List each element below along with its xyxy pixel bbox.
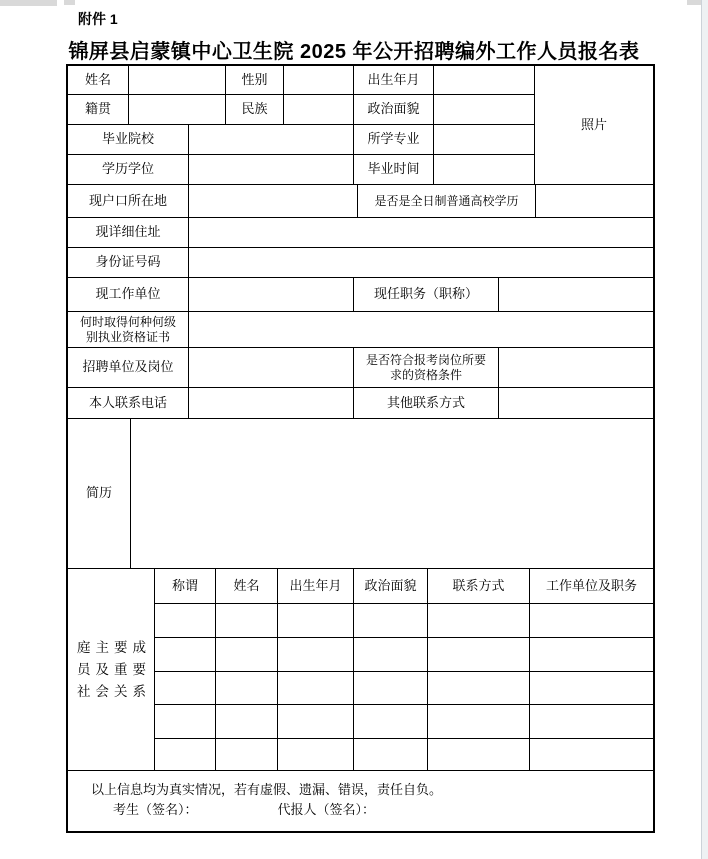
qualification-input-cell[interactable]: [499, 348, 653, 388]
graduate-school-label: 毕业院校: [68, 125, 189, 155]
address-input-cell[interactable]: [189, 218, 653, 248]
qualification-label: [354, 348, 499, 388]
family-cell[interactable]: [278, 638, 354, 672]
certificate-label-line1: 何时取得何种何级: [79, 314, 176, 329]
id-number-label: 身份证号码: [68, 248, 189, 278]
work-unit-input-cell[interactable]: [189, 278, 354, 312]
phone-label: 本人联系电话: [68, 388, 189, 419]
family-cell[interactable]: [155, 739, 216, 771]
page-corner-top-left: [0, 0, 57, 6]
major-input-cell[interactable]: [434, 125, 535, 155]
family-section-label: [68, 569, 155, 771]
family-cell[interactable]: [278, 672, 354, 705]
family-cell[interactable]: [354, 705, 428, 739]
qualification-label-line1: 是否符合报考岗位所要: [365, 352, 486, 367]
photo-cell[interactable]: 照片: [535, 66, 653, 185]
family-col-name: 姓名: [216, 569, 278, 604]
declaration-row: [68, 771, 653, 831]
graduation-time-label: 毕业时间: [354, 155, 434, 185]
family-col-contact: 联系方式: [428, 569, 530, 604]
family-cell[interactable]: [155, 672, 216, 705]
family-cell[interactable]: [428, 672, 530, 705]
gender-label: 性别: [226, 66, 284, 95]
graduation-time-input-cell[interactable]: [434, 155, 535, 185]
birth-date-label: 出生年月: [354, 66, 434, 95]
household-location-input-cell[interactable]: [189, 185, 358, 218]
gender-input-cell[interactable]: [284, 66, 354, 95]
family-cell[interactable]: [216, 739, 278, 771]
family-cell[interactable]: [155, 705, 216, 739]
birth-date-input-cell[interactable]: [434, 66, 535, 95]
certificate-label: [68, 312, 189, 348]
family-cell[interactable]: [354, 604, 428, 638]
candidate-sign-label: 考生（签名）：: [113, 802, 198, 817]
fulltime-education-input-cell[interactable]: [536, 185, 653, 218]
family-cell[interactable]: [155, 638, 216, 672]
family-cell[interactable]: [354, 739, 428, 771]
major-label: 所学专业: [354, 125, 434, 155]
family-cell[interactable]: [216, 604, 278, 638]
family-cell[interactable]: [428, 604, 530, 638]
family-cell[interactable]: [354, 638, 428, 672]
fulltime-education-label: 是否是全日制普通高校学历: [358, 185, 536, 218]
family-cell[interactable]: [530, 604, 653, 638]
family-cell[interactable]: [278, 705, 354, 739]
family-section-label-line1: 庭主要成: [77, 639, 151, 655]
certificate-input-cell[interactable]: [189, 312, 653, 348]
page-corner-top-left-2: [64, 0, 75, 5]
id-number-input-cell[interactable]: [189, 248, 653, 278]
resume-input-cell[interactable]: [131, 419, 653, 569]
family-cell[interactable]: [530, 672, 653, 705]
native-place-input-cell[interactable]: [129, 95, 226, 125]
other-contact-label: 其他联系方式: [354, 388, 499, 419]
family-cell[interactable]: [428, 705, 530, 739]
family-cell[interactable]: [530, 739, 653, 771]
family-cell[interactable]: [216, 705, 278, 739]
ethnicity-input-cell[interactable]: [284, 95, 354, 125]
family-col-political: 政治面貌: [354, 569, 428, 604]
name-label: 姓名: [68, 66, 129, 95]
resume-label: 简历: [68, 419, 131, 569]
current-position-input-cell[interactable]: [499, 278, 653, 312]
qualification-label-line2: 求的资格条件: [389, 367, 462, 382]
address-label: 现详细住址: [68, 218, 189, 248]
degree-input-cell[interactable]: [189, 155, 354, 185]
native-place-label: 籍贯: [68, 95, 129, 125]
other-contact-input-cell[interactable]: [499, 388, 653, 419]
family-cell[interactable]: [530, 638, 653, 672]
family-section-label-line3: 社会关系: [77, 683, 151, 699]
family-cell[interactable]: [216, 672, 278, 705]
ethnicity-label: 民族: [226, 95, 284, 125]
political-status-label: 政治面貌: [354, 95, 434, 125]
phone-input-cell[interactable]: [189, 388, 354, 419]
family-cell[interactable]: [354, 672, 428, 705]
family-section-label-line2: 员及重要: [77, 661, 151, 677]
page-edge-right: [701, 0, 708, 859]
family-cell[interactable]: [428, 638, 530, 672]
family-cell[interactable]: [278, 739, 354, 771]
name-input-cell[interactable]: [129, 66, 226, 95]
family-cell[interactable]: [155, 604, 216, 638]
family-cell[interactable]: [278, 604, 354, 638]
family-cell[interactable]: [530, 705, 653, 739]
current-position-label: 现任职务（职称）: [354, 278, 499, 312]
graduate-school-input-cell[interactable]: [189, 125, 354, 155]
recruit-unit-input-cell[interactable]: [189, 348, 354, 388]
declaration-text: 以上信息均为真实情况，若有虚假、遗漏、错误，责任自负。: [91, 782, 443, 797]
page-title: 锦屏县启蒙镇中心卫生院 2025 年公开招聘编外工作人员报名表: [68, 41, 640, 63]
recruit-unit-label: 招聘单位及岗位: [68, 348, 189, 388]
page-corner-top-right: [687, 0, 702, 5]
family-col-title: 称谓: [155, 569, 216, 604]
degree-label: 学历学位: [68, 155, 189, 185]
family-col-workunit: 工作单位及职务: [530, 569, 653, 604]
attachment-label: 附件 1: [78, 11, 118, 27]
family-col-birth: 出生年月: [278, 569, 354, 604]
household-location-label: 现户口所在地: [68, 185, 189, 218]
political-status-input-cell[interactable]: [434, 95, 535, 125]
family-cell[interactable]: [216, 638, 278, 672]
application-form-table: [66, 64, 655, 833]
certificate-label-line2: 别执业资格证书: [85, 329, 170, 344]
work-unit-label: 现工作单位: [68, 278, 189, 312]
agent-sign-label: 代报人（签名）：: [277, 802, 376, 817]
family-cell[interactable]: [428, 739, 530, 771]
